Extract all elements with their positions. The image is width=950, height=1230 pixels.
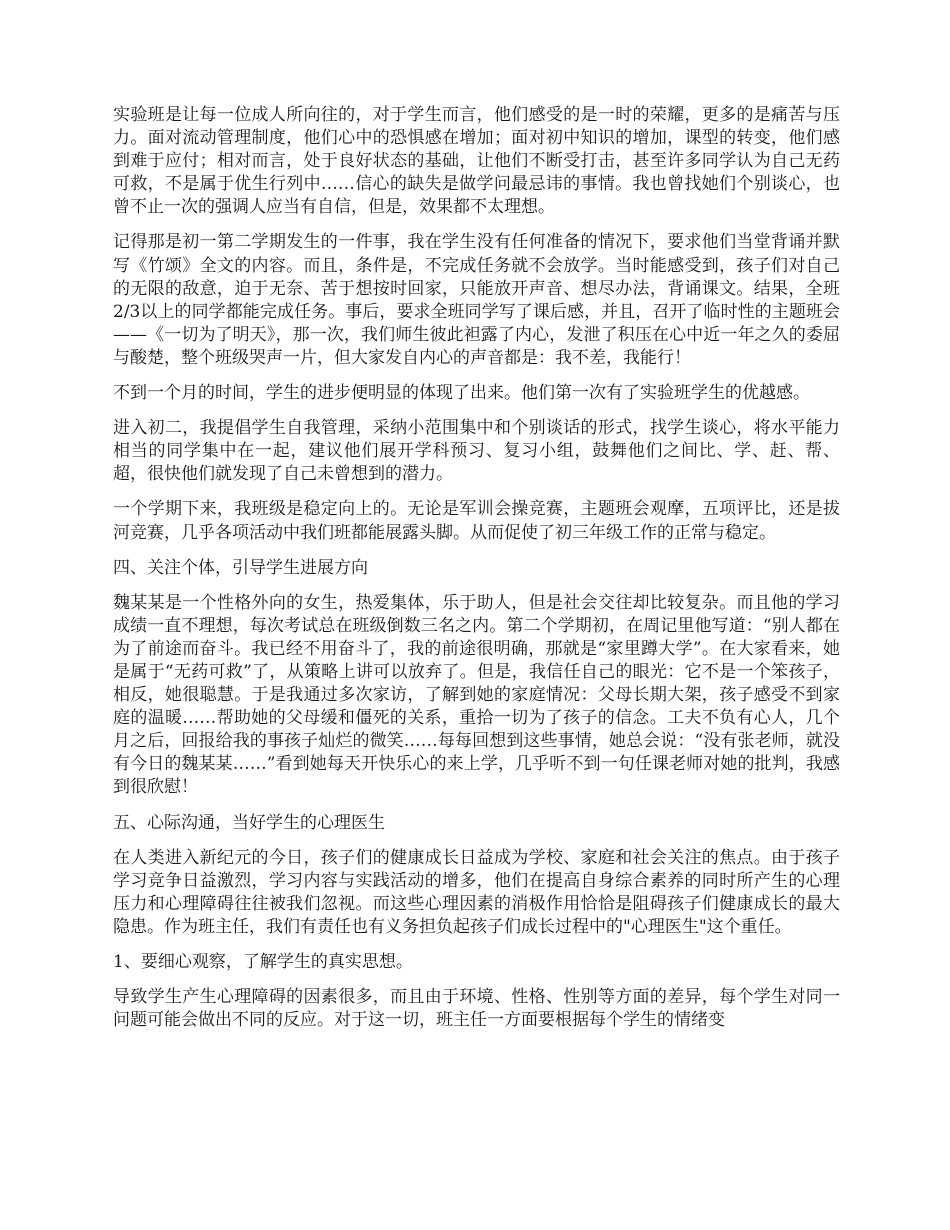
paragraph-8: 导致学生产生心理障碍的因素很多，而且由于环境、性格、性别等方面的差异，每个学生对同一问题可能会做出不同的反应。对于这一切，班主任一方面要根据每个学生的情绪变: [113, 987, 840, 1031]
paragraph-7: 在人类进入新纪元的今日，孩子们的健康成长日益成为学校、家庭和社会关注的焦点。由于孩子学习竞争日益激烈，学习内容与实践活动的增多，他们在提高自身综合素养的同时所产生的心理压力和心理障碍往往被我们忽视。而这些心理因素的消极作用恰恰是阻碍孩子们健康成长的最大隐患。作为班主任，我们有责任也有义务担负起孩子们成长过程中的"心理医生"这个重任。: [113, 847, 840, 937]
paragraph-5: 一个学期下来，我班级是稳定向上的。无论是军训会操竞赛，主题班会观摩，五项评比，还是拔河竞赛，几乎各项活动中我们班都能展露头脚。从而促使了初三年级工作的正常与稳定。: [113, 499, 840, 543]
subsection-heading-1: 1、要细心观察，了解学生的真实思想。: [113, 952, 413, 972]
paragraph-6: 魏某某是一个性格外向的女生，热爱集体，乐于助人，但是社会交往却比较复杂。而且他的学习成绩一直不理想，每次考试总在班级倒数三名之内。第二个学期初，在周记里他写道：“别人都在为了前途而奋斗。我已经不用奋斗了，我的前途很明确，那就是“家里蹲大学”。在大家看来，她是属于“无药可救”了，从策略上讲可以放弃了。但是，我信任自己的眼光：它不是一个笨孩子，相反，她很聪慧。于是我通过多次家访，了解到她的家庭情况：父母长期大架，孩子感受不到家庭的温暖……帮助她的父母缓和僵死的关系，重拾一切为了孩子的信念。工夫不负有心人，几个月之后，回报给我的事孩子灿烂的微笑……每每回想到这些事情，她总会说：“没有张老师，就没有今日的魏某某……”看到她每天开快乐心的来上学，几乎听不到一句任课老师对她的批判，我感到很欣慰！: [113, 592, 840, 798]
document-page: [113, 104, 840, 1044]
section-heading-5: 五、心际沟通，当好学生的心理医生: [113, 812, 385, 833]
paragraph-1: 实验班是让每一位成人所向往的，对于学生而言，他们感受的是一时的荣耀，更多的是痛苦与压力。面对流动管理制度，他们心中的恐惧感在增加；面对初中知识的增加，课型的转变，他们感到难于应付；相对而言，处于良好状态的基础，让他们不断受打击，甚至许多同学认为自己无药可救，不是属于优生行列中……信心的缺失是做学问最忌讳的事情。我也曾找她们个别谈心，也曾不止一次的强调人应当有自信，但是，效果都不太理想。: [113, 105, 840, 218]
paragraph-2: 记得那是初一第二学期发生的一件事，我在学生没有任何准备的情况下，要求他们当堂背诵并默写《竹颂》全文的内容。而且，条件是，不完成任务就不会放学。当时能感受到，孩子们对自己的无限的敌意，迫于无奈、苦于想按时回家，只能放开声音、想尽办法，背诵课文。结果，全班2/3以上的同学都能完成任务。事后，要求全班同学写了课后感，并且，召开了临时性的主题班会——《一切为了明天》，那一次，我们师生彼此袒露了内心，发泄了积压在心中近一年之久的委屈与酸楚，整个班级哭声一片，但大家发自内心的声音都是：我不差，我能行！: [113, 232, 840, 368]
section-heading-4: 四、关注个体，引导学生进展方向: [113, 557, 368, 578]
paragraph-4: 进入初二，我提倡学生自我管理，采纳小范围集中和个别谈话的形式，找学生谈心，将水平能力相当的同学集中在一起，建议他们展开学科预习、复习小组，鼓舞他们之间比、学、赶、帮、超，很快他们就发现了自己未曾想到的潜力。: [113, 418, 840, 485]
paragraph-3: 不到一个月的时间，学生的进步便明显的体现了出来。他们第一次有了实验班学生的优越感。: [113, 383, 810, 404]
